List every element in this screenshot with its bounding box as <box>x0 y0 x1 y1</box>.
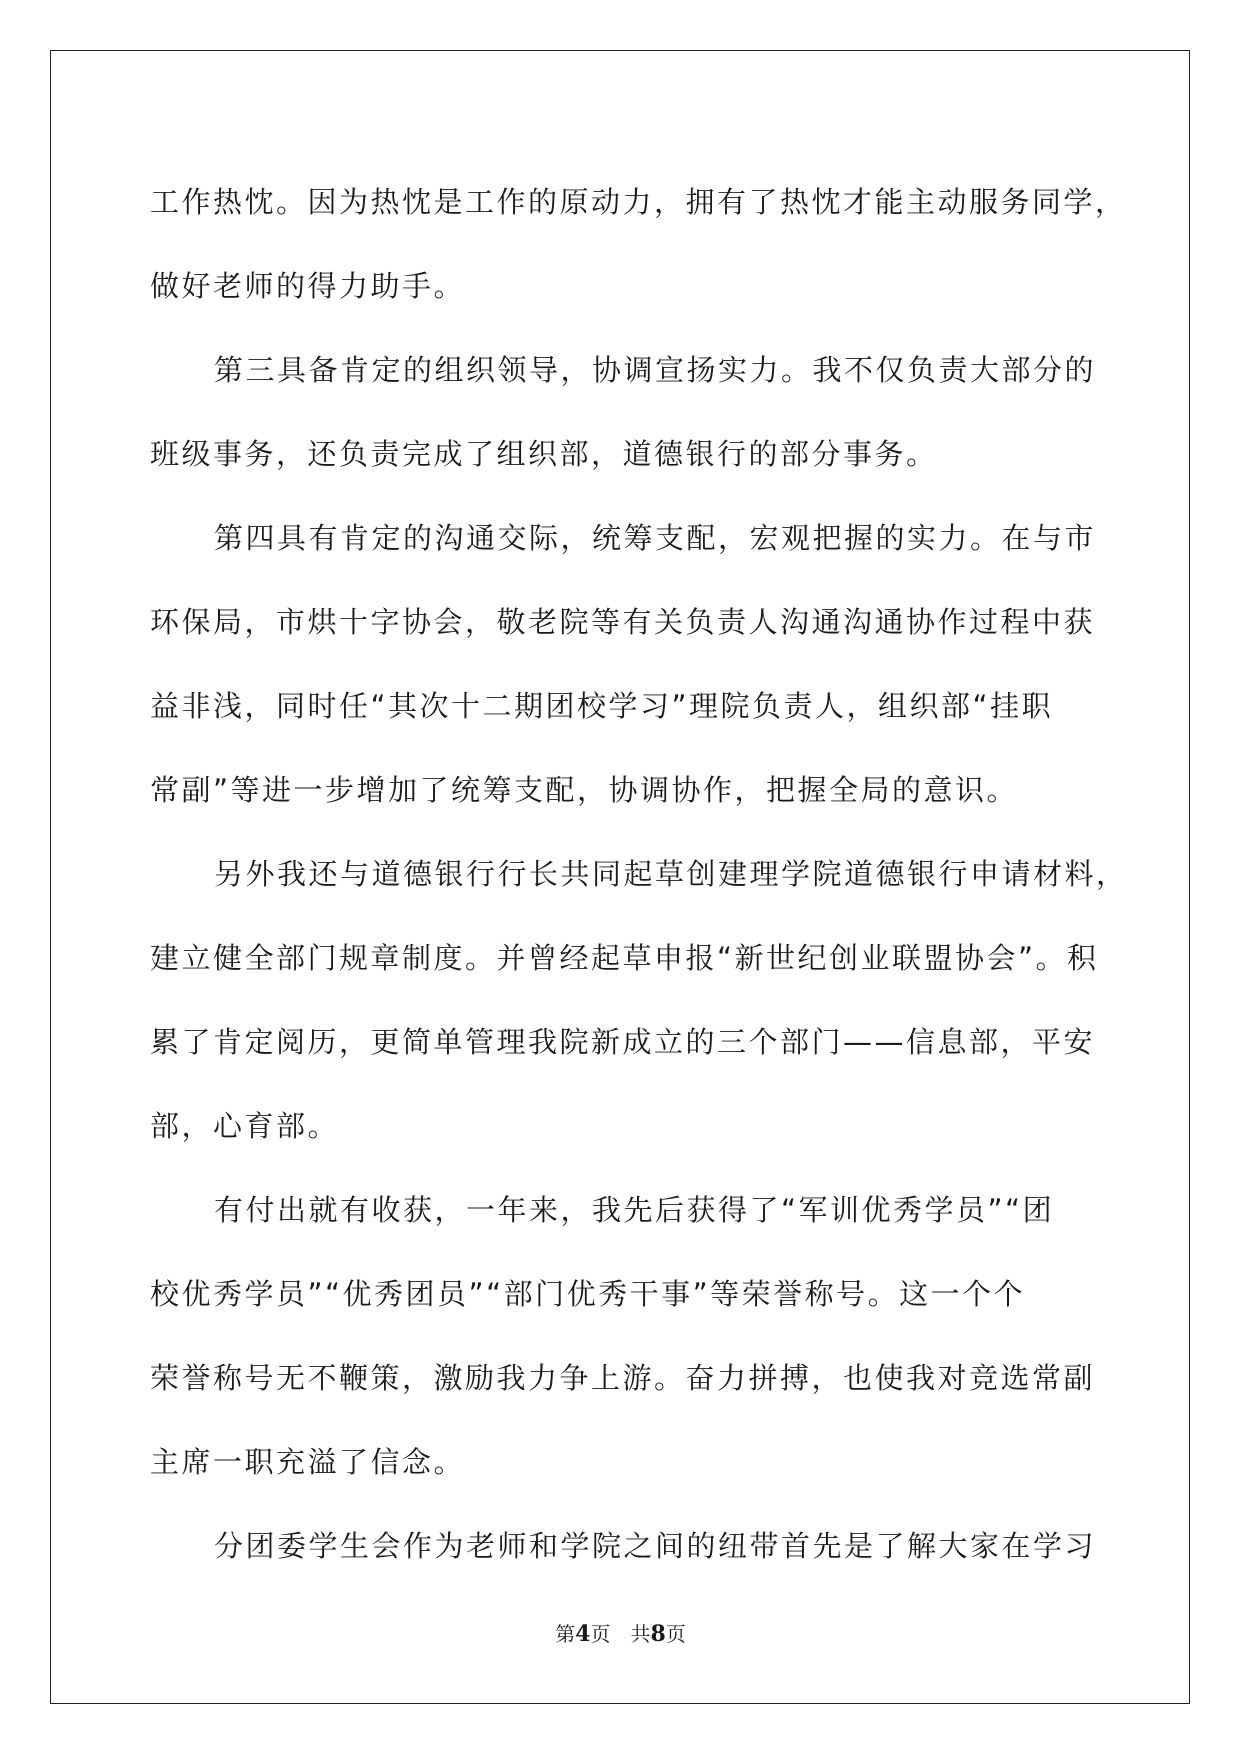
text-line: 工作热忱。因为热忱是工作的原动力，拥有了热忱才能主动服务同学， <box>150 185 1127 219</box>
document-body <box>150 160 1128 1588</box>
paragraph-start-line: 第四具有肯定的沟通交际，统筹支配，宏观把握的实力。在与市 <box>214 521 1097 555</box>
text-line: 主席一职充溢了信念。 <box>150 1445 466 1479</box>
current-page-number: 4 <box>575 1621 591 1647</box>
text-line: 常副”等进一步增加了统筹支配，协调协作，把握全局的意识。 <box>150 773 1019 807</box>
footer-suffix: 页 <box>665 1622 686 1646</box>
total-page-number: 8 <box>650 1621 666 1647</box>
text-line: 环保局，市烘十字协会，敬老院等有关负责人沟通沟通协作过程中获 <box>150 605 1096 639</box>
text-line: 校优秀学员”“优秀团员”“部门优秀干事”等荣誉称号。这一个个 <box>150 1277 1026 1311</box>
paragraph-start-line: 分团委学生会作为老师和学院之间的纽带首先是了解大家在学习 <box>214 1529 1097 1563</box>
footer-prefix: 第 <box>555 1622 576 1646</box>
text-line: 做好老师的得力助手。 <box>150 269 466 303</box>
paragraph-start-line: 有付出就有收获，一年来，我先后获得了“军训优秀学员”“团 <box>214 1193 1055 1227</box>
paragraph-start-line: 第三具备肯定的组织领导，协调宣扬实力。我不仅负责大部分的 <box>214 353 1097 387</box>
page-footer <box>0 1618 1241 1647</box>
text-line: 益非浅，同时任“其次十二期团校学习”理院负责人，组织部“挂职 <box>150 689 1054 723</box>
text-line: 班级事务，还负责完成了组织部，道德银行的部分事务。 <box>150 437 938 471</box>
text-line: 建立健全部门规章制度。并曾经起草申报“新世纪创业联盟协会”。积 <box>150 941 1099 975</box>
text-line: 荣誉称号无不鞭策，激励我力争上游。奋力拼搏，也使我对竞选常副 <box>150 1361 1096 1395</box>
paragraph-start-line: 另外我还与道德银行行长共同起草创建理学院道德银行申请材料， <box>214 857 1128 891</box>
text-line: 累了肯定阅历，更简单管理我院新成立的三个部门——信息部，平安 <box>150 1025 1096 1059</box>
footer-mid: 页 共 <box>590 1622 651 1646</box>
text-line: 部，心育部。 <box>150 1109 340 1143</box>
